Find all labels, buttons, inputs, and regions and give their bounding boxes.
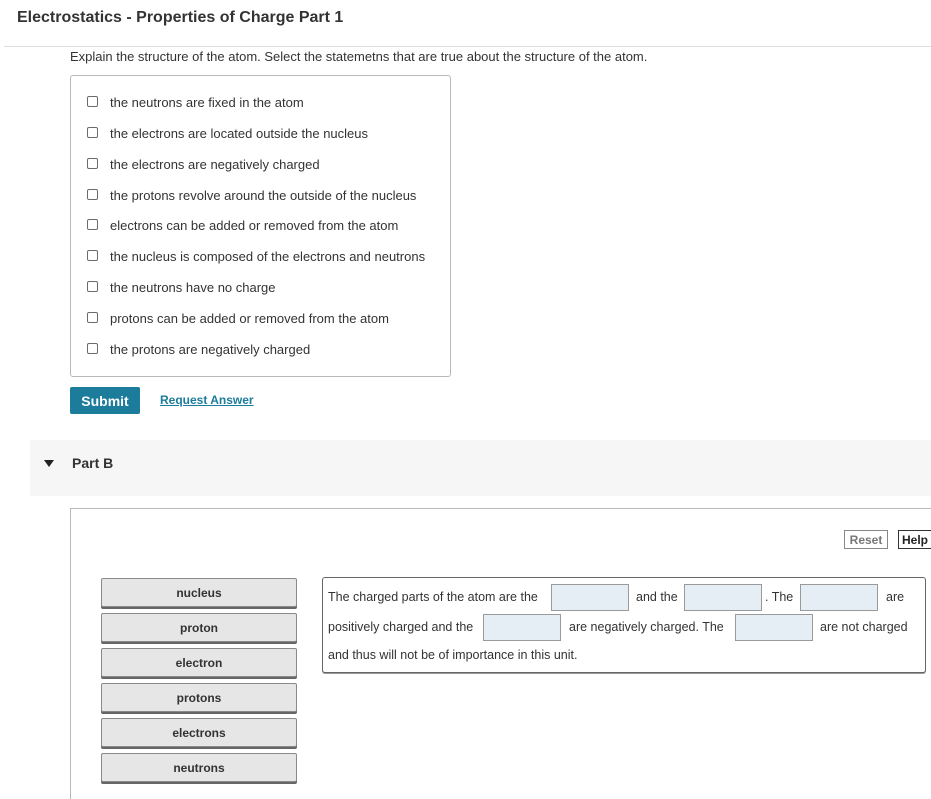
sentence-text: are (886, 590, 905, 604)
drop-target-5[interactable] (735, 614, 813, 641)
option-label: the neutrons are fixed in the atom (110, 95, 304, 110)
reset-button[interactable]: Reset (844, 530, 888, 549)
sentence-text: positively charged and the (328, 620, 474, 634)
drag-tile-neutrons[interactable]: neutrons (101, 753, 297, 782)
part-a-question: Explain the structure of the atom. Select the statemetns that are true about the structure of the atom. (70, 49, 648, 64)
option-checkbox[interactable] (87, 312, 98, 323)
sentence-text: The charged parts of the atom are the (328, 590, 538, 604)
sentence-text: are negatively charged. The (569, 620, 724, 634)
sentence-text: . The (765, 590, 794, 604)
drag-tile-electron[interactable]: electron (101, 648, 297, 677)
sentence-text: are not charged (820, 620, 908, 634)
help-button[interactable]: Help (898, 530, 931, 549)
caret-down-icon[interactable] (44, 460, 54, 467)
option-label: protons can be added or removed from the atom (110, 311, 389, 326)
drop-target-2[interactable] (684, 584, 762, 611)
part-b-header[interactable] (30, 440, 931, 496)
request-answer-link[interactable]: Request Answer (160, 393, 254, 407)
option-label: electrons can be added or removed from the atom (110, 218, 399, 233)
submit-button[interactable]: Submit (70, 387, 140, 414)
drag-tile-electrons[interactable]: electrons (101, 718, 297, 747)
option-checkbox[interactable] (87, 219, 98, 230)
option-checkbox[interactable] (87, 96, 98, 107)
sentence-text: and thus will not be of importance in this unit. (328, 648, 578, 662)
option-label: the nucleus is composed of the electrons and neutrons (110, 249, 426, 264)
part-b-label: Part B (72, 455, 114, 471)
drop-target-4[interactable] (483, 614, 561, 641)
drag-tile-nucleus[interactable]: nucleus (101, 578, 297, 607)
option-checkbox[interactable] (87, 343, 98, 354)
option-checkbox[interactable] (87, 250, 98, 261)
option-label: the electrons are located outside the nucleus (110, 126, 369, 141)
drag-tile-proton[interactable]: proton (101, 613, 297, 642)
sentence-text: and the (636, 590, 678, 604)
page-title: Electrostatics - Properties of Charge Part 1 (17, 9, 344, 26)
drop-target-3[interactable] (800, 584, 878, 611)
option-label: the protons revolve around the outside of the nucleus (110, 188, 417, 203)
option-checkbox[interactable] (87, 189, 98, 200)
option-label: the protons are negatively charged (110, 342, 311, 357)
drag-tile-protons[interactable]: protons (101, 683, 297, 712)
option-checkbox[interactable] (87, 281, 98, 292)
option-label: the electrons are negatively charged (110, 157, 320, 172)
option-checkbox[interactable] (87, 127, 98, 138)
title-divider (4, 46, 931, 47)
option-checkbox[interactable] (87, 158, 98, 169)
drop-target-1[interactable] (551, 584, 629, 611)
option-label: the neutrons have no charge (110, 280, 276, 295)
